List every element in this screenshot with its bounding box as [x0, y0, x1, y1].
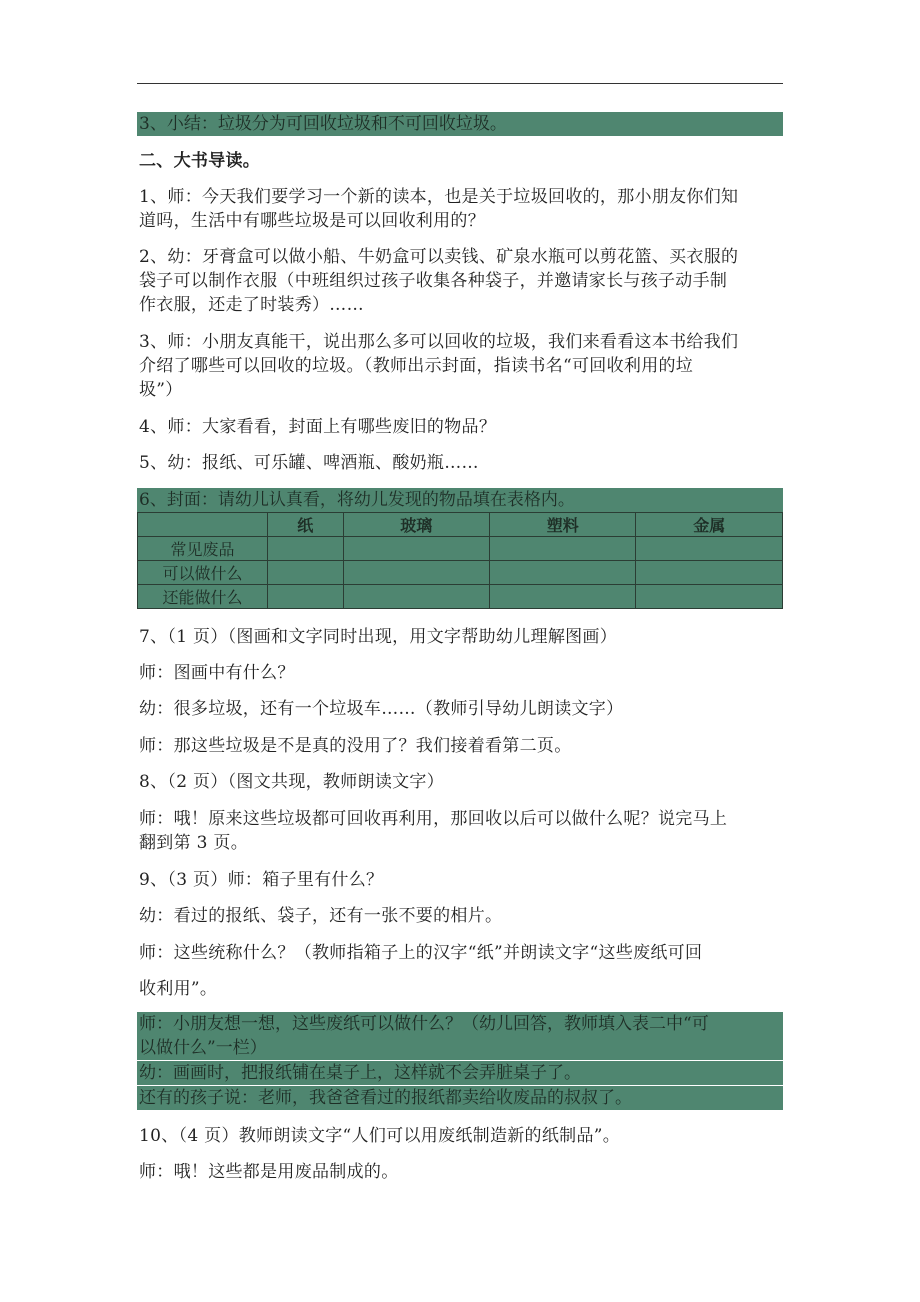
- table-row: [138, 537, 783, 561]
- table-cell: [636, 585, 783, 609]
- table-cell: [489, 585, 635, 609]
- table-cell: [268, 585, 344, 609]
- table-row-label: 还能做什么: [138, 585, 268, 609]
- paragraph-1-line-2: 道吗，生活中有哪些垃圾是可以回收利用的？: [139, 211, 485, 231]
- paragraph-8-line-2: 翻到第 3 页。: [139, 833, 249, 853]
- paragraph-4: 4、师：大家看看，封面上有哪些废旧的物品？: [139, 417, 497, 437]
- paragraph-9-teacher-line-2: 收利用”。: [139, 979, 218, 999]
- paragraph-2-line-1: 2、幼：牙膏盒可以做小船、牛奶盒可以卖钱、矿泉水瓶可以剪花篮、买衣服的: [139, 247, 739, 267]
- waste-table: [137, 512, 783, 609]
- table-cell: [343, 537, 489, 561]
- highlight-block-1-line-2: 以做什么”一栏）: [139, 1038, 267, 1058]
- paragraph-7-teacher-2: 师：那这些垃圾是不是真的没用了？我们接着看第二页。: [139, 736, 572, 756]
- table-header-cell: 玻璃: [343, 513, 489, 537]
- header-rule: [137, 83, 783, 84]
- table-row: [138, 561, 783, 585]
- table-cell: [343, 585, 489, 609]
- table-header-row: [138, 513, 783, 537]
- table-cell: [636, 537, 783, 561]
- paragraph-2-line-3: 作衣服，还走了时装秀）……: [139, 295, 364, 315]
- table-cell: [343, 561, 489, 585]
- paragraph-8: 8、（2 页）（图文共现，教师朗读文字）: [139, 772, 445, 792]
- paragraph-3-line-3: 圾”）: [139, 380, 183, 400]
- paragraph-3-line-2: 介绍了哪些可以回收的垃圾。（教师出示封面，指读书名“可回收利用的垃: [139, 356, 694, 376]
- paragraph-1-line-1: 1、师：今天我们要学习一个新的读本，也是关于垃圾回收的，那小朋友你们知: [139, 187, 739, 207]
- table-cell: [636, 561, 783, 585]
- paragraph-2-line-2: 袋子可以制作衣服（中班组织过孩子收集各种袋子，并邀请家长与孩子动手制: [139, 271, 728, 291]
- highlight-block-2: 幼：画画时，把报纸铺在桌子上，这样就不会弄脏桌子了。: [137, 1061, 783, 1085]
- table-header-cell: [138, 513, 268, 537]
- table-header-cell: 金属: [636, 513, 783, 537]
- table-row: [138, 585, 783, 609]
- paragraph-6-highlight: 6、封面：请幼儿认真看，将幼儿发现的物品填在表格内。: [137, 488, 783, 512]
- paragraph-9-child: 幼：看过的报纸、袋子，还有一张不要的相片。: [139, 906, 503, 926]
- paragraph-8-line-1: 师：哦！原来这些垃圾都可回收再利用，那回收以后可以做什么呢？说完马上: [139, 809, 728, 829]
- summary-highlight: 3、小结：垃圾分为可回收垃圾和不可回收垃圾。: [137, 112, 783, 136]
- paragraph-7-child: 幼：很多垃圾，还有一个垃圾车……（教师引导幼儿朗读文字）: [139, 699, 624, 719]
- paragraph-5: 5、幼：报纸、可乐罐、啤酒瓶、酸奶瓶……: [139, 453, 479, 473]
- paragraph-7-teacher: 师：图画中有什么？: [139, 663, 295, 683]
- highlight-block-3: 还有的孩子说：老师，我爸爸看过的报纸都卖给收废品的叔叔了。: [137, 1086, 783, 1110]
- table-cell: [489, 561, 635, 585]
- section-title: 二、大书导读。: [139, 151, 261, 171]
- paragraph-10-teacher: 师：哦！这些都是用废品制成的。: [139, 1162, 399, 1182]
- table-row-label: 可以做什么: [138, 561, 268, 585]
- table-header-cell: 塑料: [489, 513, 635, 537]
- table-cell: [268, 537, 344, 561]
- paragraph-7: 7、（1 页）（图画和文字同时出现，用文字帮助幼儿理解图画）: [139, 627, 618, 647]
- paragraph-9: 9、（3 页）师：箱子里有什么？: [139, 870, 384, 890]
- paragraph-10: 10、（4 页）教师朗读文字“人们可以用废纸制造新的纸制品”。: [139, 1126, 621, 1146]
- table-row-label: 常见废品: [138, 537, 268, 561]
- highlight-block-1-line-1: 师：小朋友想一想，这些废纸可以做什么？（幼儿回答，教师填入表二中“可: [139, 1014, 709, 1034]
- table-cell: [268, 561, 344, 585]
- paragraph-9-teacher-line-1: 师：这些统称什么？（教师指箱子上的汉字“纸”并朗读文字“这些废纸可回: [139, 943, 703, 963]
- paragraph-3-line-1: 3、师：小朋友真能干，说出那么多可以回收的垃圾，我们来看看这本书给我们: [139, 332, 739, 352]
- table-header-cell: 纸: [268, 513, 344, 537]
- highlight-block-1: [137, 1012, 783, 1060]
- table-cell: [489, 537, 635, 561]
